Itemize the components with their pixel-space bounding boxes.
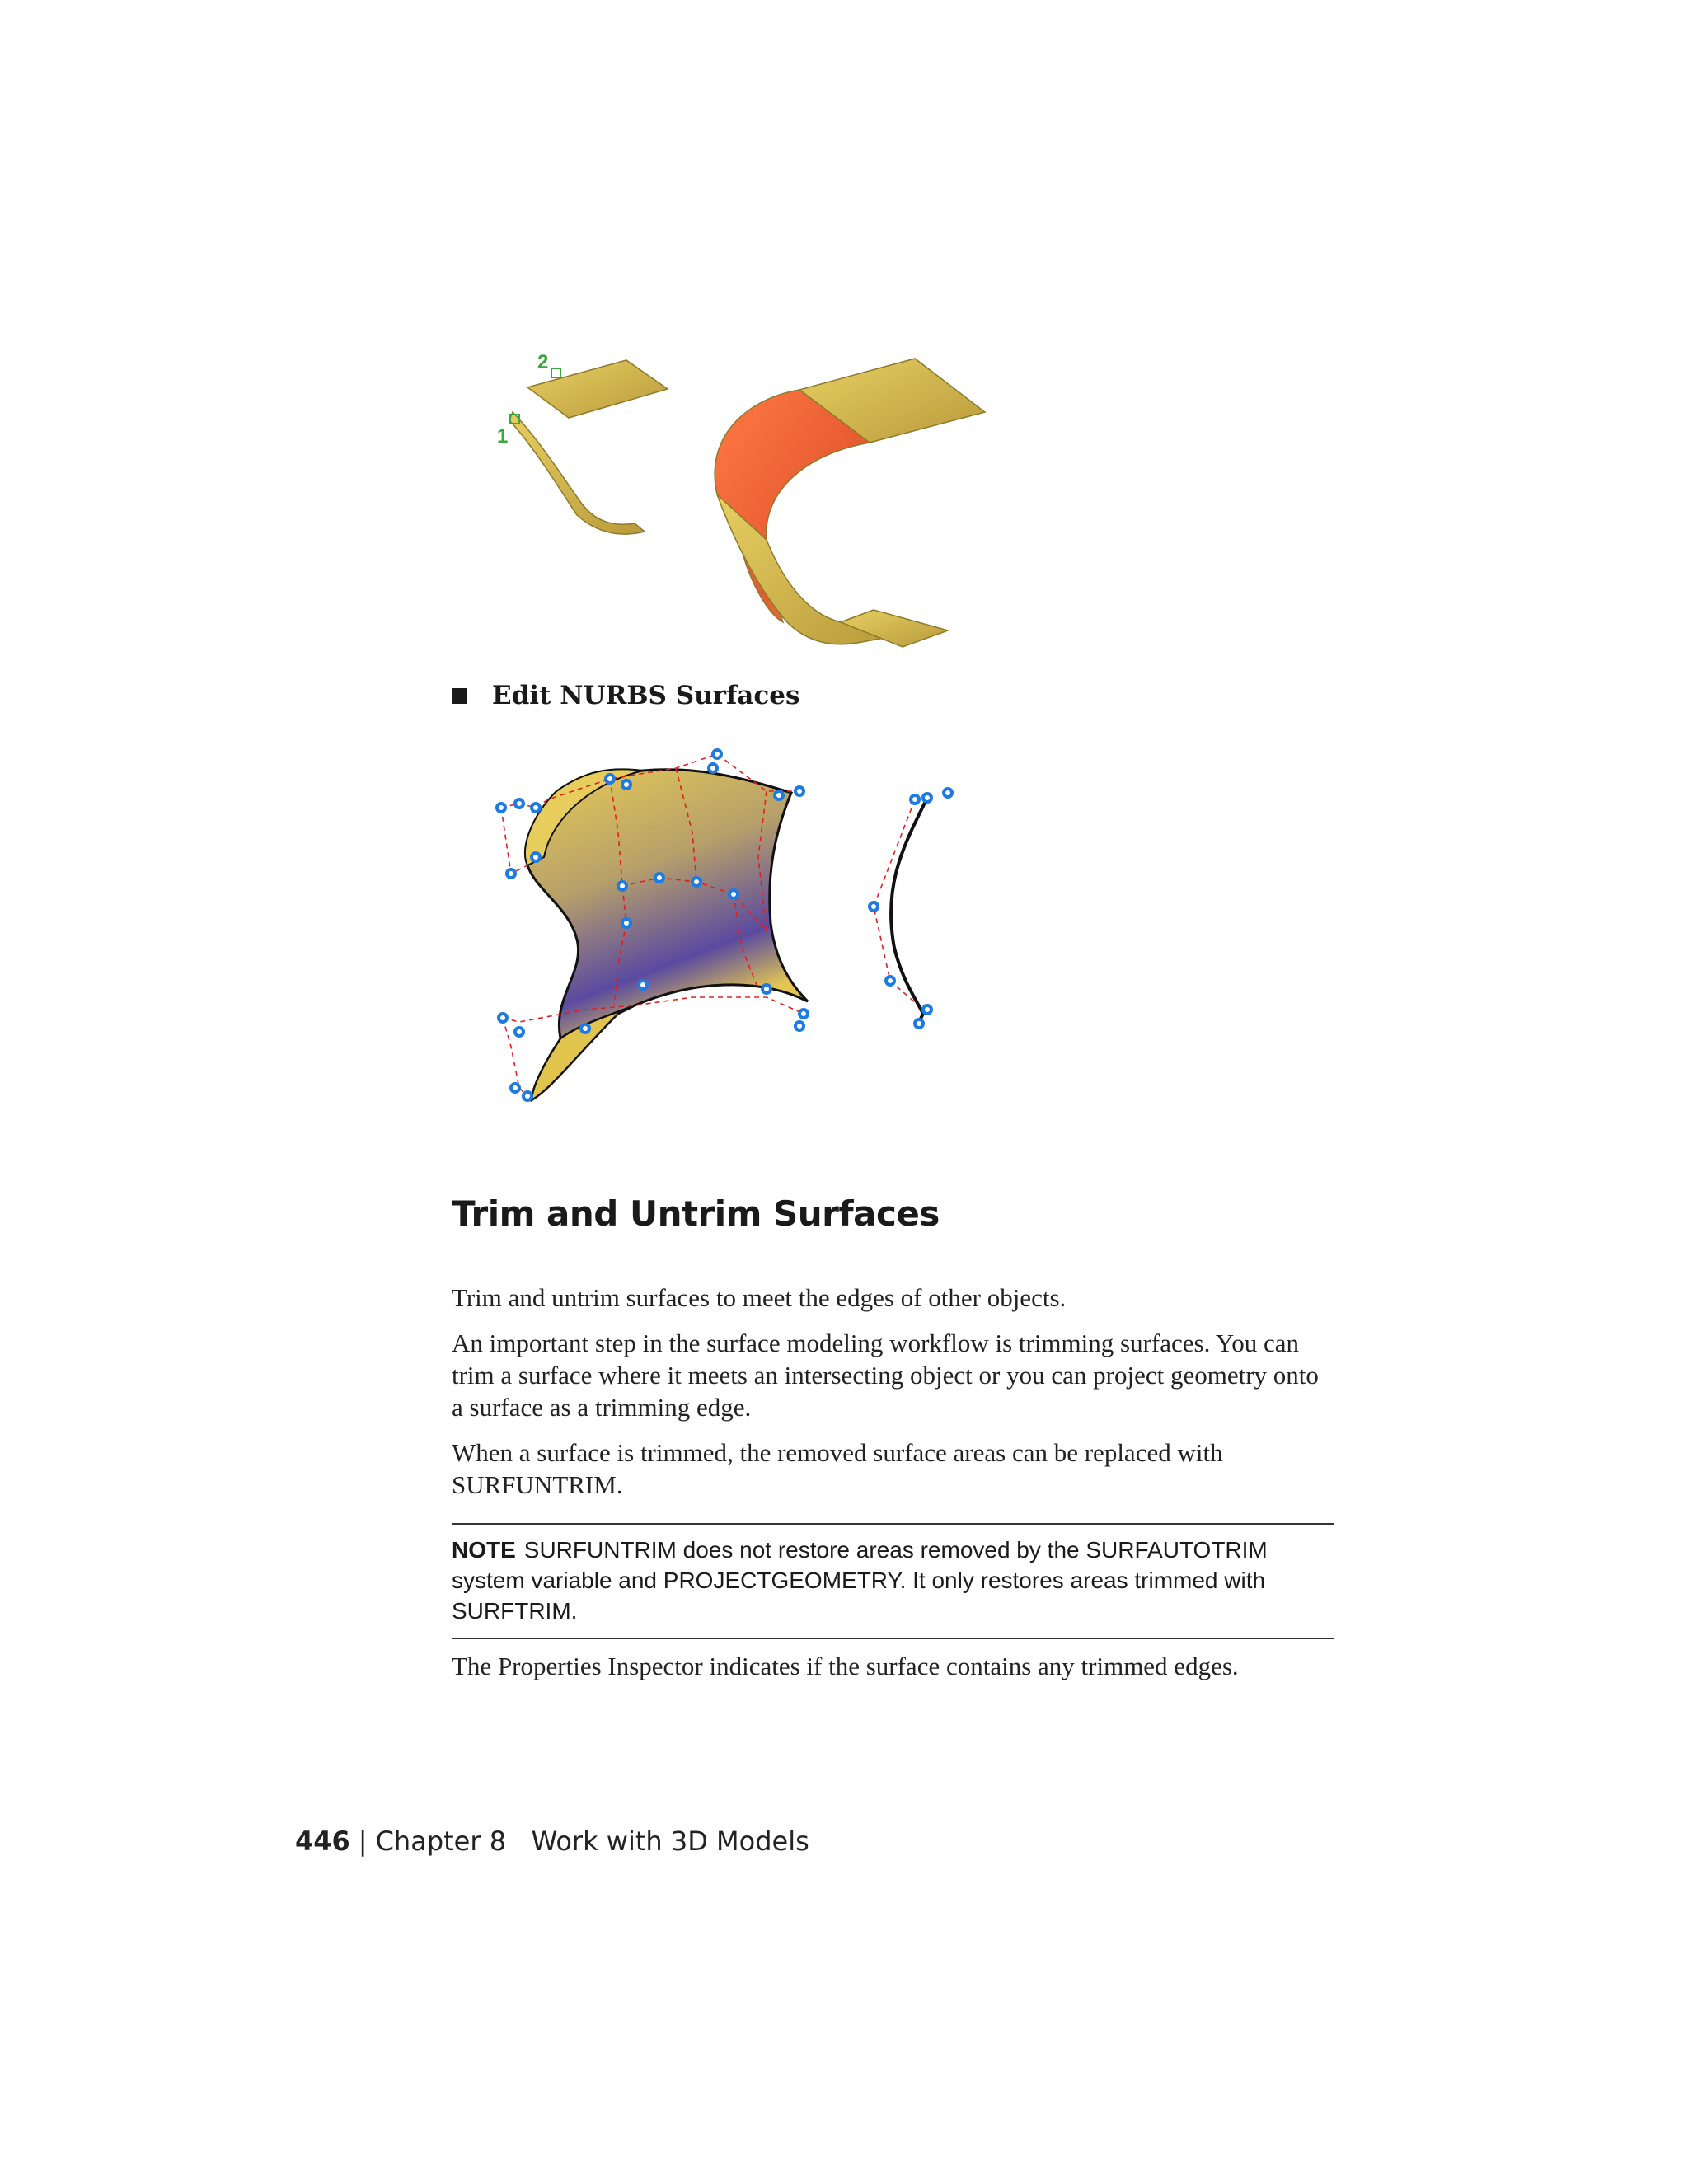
bullet-item [452,681,799,710]
control-point [923,1005,931,1014]
footer-separator: | [358,1825,368,1857]
control-point [886,977,894,985]
pick-point-2 [551,368,560,377]
control-point [511,1084,519,1092]
footer-chapter-title: Work with 3D Models [531,1825,809,1857]
control-point [507,869,515,878]
page-footer [295,1825,809,1857]
untrim-paragraph: When a surface is trimmed, the removed surface areas can be replaced with SURFUNTRIM. [452,1438,1223,1499]
control-point [622,919,631,927]
blend-surface-figure [495,350,1006,663]
control-point [655,874,663,882]
control-point [622,780,631,789]
control-point [915,1019,923,1028]
control-point [870,902,878,911]
control-point [515,799,523,808]
control-point [639,981,647,989]
control-point [499,1014,507,1022]
top-surface-left [528,360,668,418]
control-point [709,764,717,772]
control-point [944,789,952,797]
control-point [523,1092,532,1100]
control-point [762,985,771,993]
control-point [581,1024,589,1033]
control-point [795,1022,804,1030]
bullet-square-icon [452,688,467,704]
note-text: SURFUNTRIM does not restore areas removed by the SURFAUTOTRIM system variable and PROJECTGEOMETRY. It only restores areas trimmed with SURFTRIM. [452,1537,1268,1624]
control-point [795,787,804,795]
note-box [452,1523,1334,1639]
control-point [532,853,540,861]
nurbs-surface-figure [486,733,1030,1121]
control-point [497,804,505,812]
control-point [799,1010,808,1018]
control-point [923,794,931,802]
inspector-paragraph: The Properties Inspector indicates if the surface contains any trimmed edges. [452,1652,1239,1680]
bottom-surface-left [509,412,645,534]
note-label: NOTE [452,1537,516,1563]
control-point [729,890,738,898]
intro-paragraph: Trim and untrim surfaces to meet the edges of other objects. [452,1283,1067,1312]
control-point [775,791,783,799]
callout-1: 1 [497,425,509,448]
control-point [606,775,614,783]
control-point [911,795,919,804]
footer-chapter: Chapter 8 [375,1825,507,1857]
bullet-label: Edit NURBS Surfaces [492,681,800,710]
control-point [713,750,721,758]
callout-2: 2 [537,351,549,373]
nurbs-curve [891,798,927,1022]
control-point [618,882,626,890]
section-title: Trim and Untrim Surfaces [452,1193,940,1234]
workflow-paragraph: An important step in the surface modeling workflow is trimming surfaces. You can trim a surface where it meets an intersecting object or you can project geometry onto a surface as a trimming edge. [452,1329,1319,1422]
control-point [532,804,540,812]
page-number: 446 [295,1825,350,1857]
control-point [515,1028,523,1036]
control-point [692,878,701,886]
